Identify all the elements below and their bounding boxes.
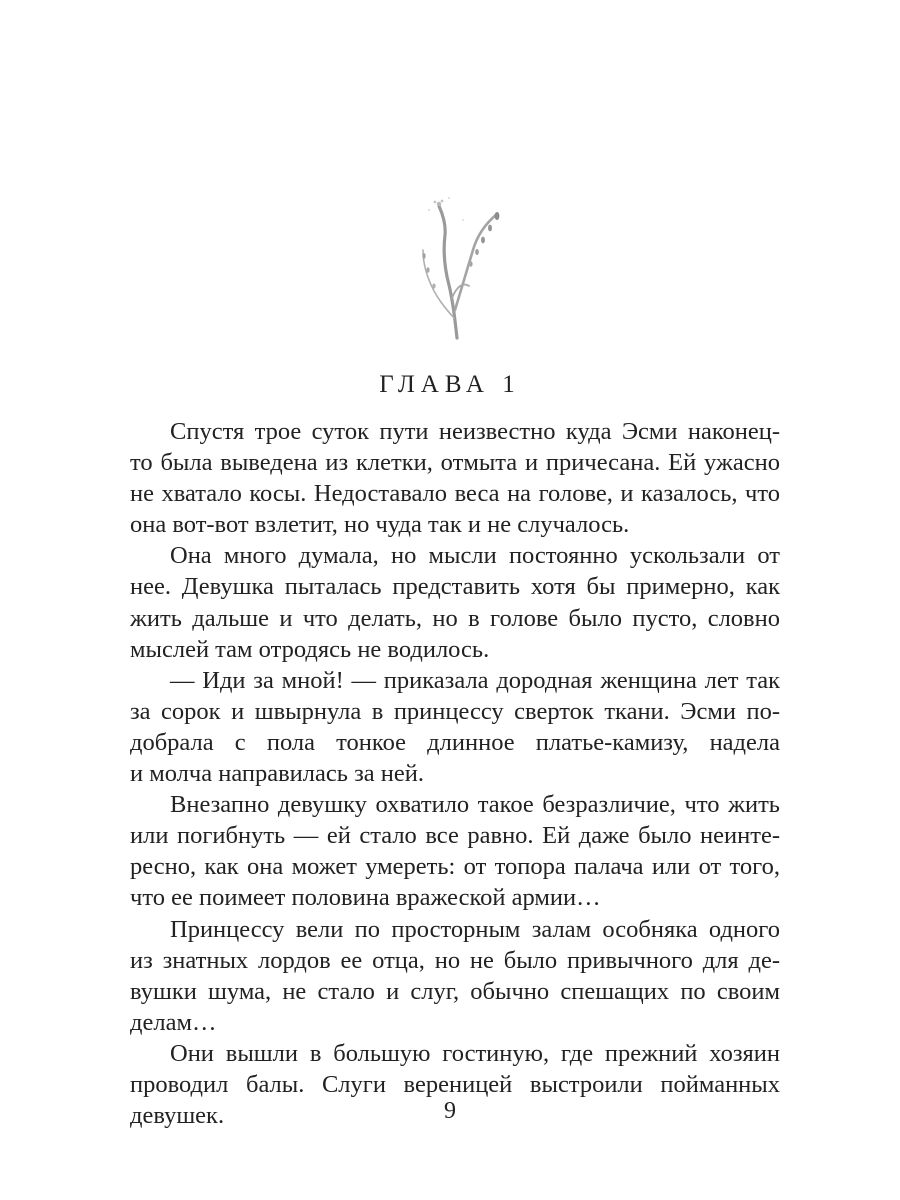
chapter-title: ГЛАВА 1: [379, 371, 521, 398]
text-line: что ее поимеет половина вражеской армии…: [130, 884, 601, 912]
text-line: Принцессу вели по просторным залам особняка одного: [170, 915, 780, 943]
paragraph: [130, 416, 780, 540]
text-line: — Иди за мной! — приказала дородная женщина лет так: [170, 666, 780, 694]
text-line: Они вышли в большую гостиную, где прежний хозяин: [170, 1039, 780, 1067]
text-line: за сорок и швырнула в принцессу сверток ткани. Эсми по-: [130, 697, 780, 725]
text-line: Спустя трое суток пути неизвестно куда Эсми наконец-: [170, 418, 780, 445]
text-line: добрала с пола тонкое длинное платье-камизу, надела: [130, 728, 780, 756]
paragraph: [130, 665, 780, 789]
paragraph: [130, 540, 780, 664]
paragraph: [130, 914, 780, 1038]
paragraph: [130, 789, 780, 913]
text-line: нее. Девушка пыталась представить хотя бы примерно, как: [130, 573, 780, 601]
text-line: проводил балы. Слуги вереницей выстроили пойманных: [130, 1070, 780, 1098]
flower-sprig-icon: [405, 190, 505, 340]
text-line: не хватало косы. Недоставало веса на голове, и казалось, что: [130, 480, 780, 508]
text-line: и молча направилась за ней.: [130, 760, 424, 788]
text-line: она вот-вот взлетит, но чуда так и не случалось.: [130, 511, 630, 539]
text-line: жить дальше и что делать, но в голове было пусто, словно: [130, 604, 780, 632]
text-line: или погибнуть — ей стало все равно. Ей даже было неинте-: [130, 822, 780, 850]
text-line: то была выведена из клетки, отмыта и причесана. Ей ужасно: [130, 449, 780, 477]
text-line: делам…: [130, 1008, 217, 1036]
text-line: Она много думала, но мысли постоянно ускользали от: [170, 542, 780, 570]
text-line: мыслей там отродясь не водилось.: [130, 635, 490, 663]
text-line: вушки шума, не стало и слуг, обычно спешащих по своим: [130, 977, 780, 1005]
page-number: 9: [444, 1098, 456, 1124]
chapter-body: [130, 416, 780, 1131]
text-line: из знатных лордов ее отца, но не было привычного для де-: [130, 946, 780, 974]
text-line: ресно, как она может умереть: от топора палача или от того,: [130, 853, 780, 881]
text-line: Внезапно девушку охватило такое безразличие, что жить: [170, 791, 780, 819]
text-line: девушек.: [130, 1102, 225, 1130]
